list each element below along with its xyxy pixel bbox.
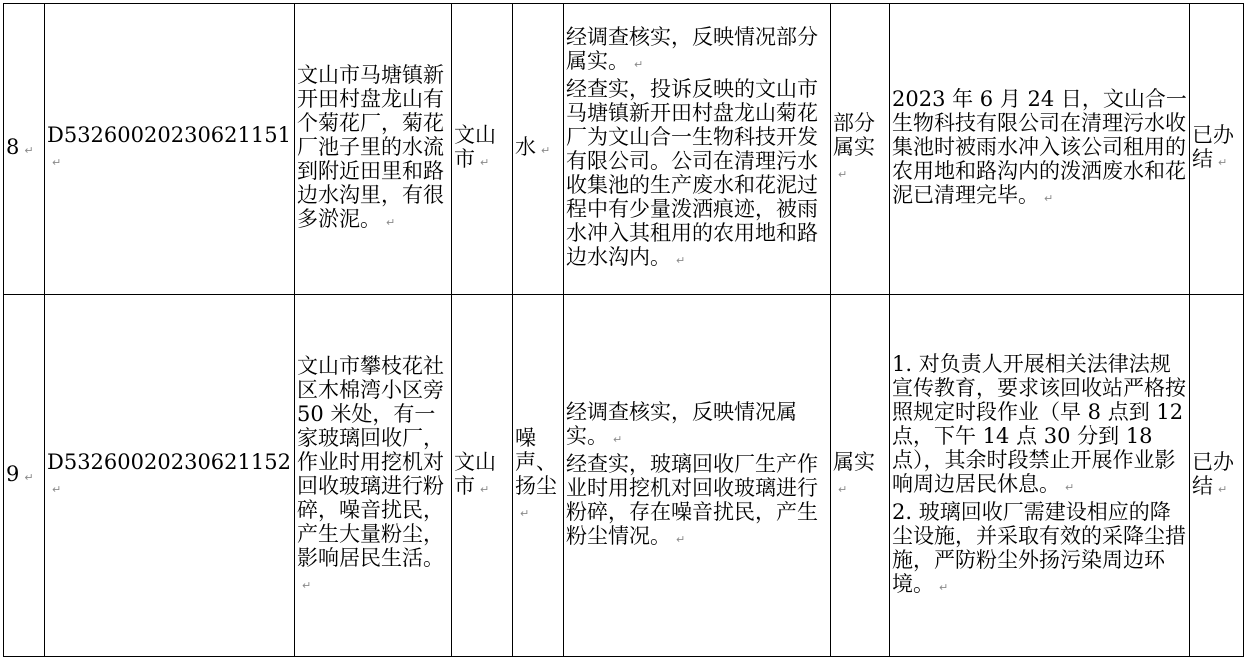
paragraph-mark-icon: ↵: [386, 216, 396, 229]
paragraph-mark-icon: ↵: [52, 156, 62, 169]
status-cell: [1190, 295, 1244, 657]
region-text: 文山市: [454, 123, 496, 171]
investigation-cell: [564, 4, 831, 295]
paragraph-mark-icon: ↵: [302, 578, 312, 592]
case-table: [3, 3, 1244, 657]
paragraph-mark-icon: ↵: [1218, 482, 1228, 496]
result-paragraph: [892, 87, 1187, 211]
paragraph-mark-icon: ↵: [1044, 192, 1054, 205]
investigation-paragraph: [566, 77, 828, 273]
investigation-summary: 经调查核实，反映情况部分属实。: [566, 25, 818, 73]
paragraph-mark-icon: ↵: [480, 482, 490, 496]
status-cell: [1190, 4, 1244, 295]
region-cell: [452, 4, 513, 295]
investigation-paragraph: [566, 452, 828, 552]
pollution-type-cell: [513, 295, 564, 657]
paragraph-mark-icon: ↵: [1218, 156, 1228, 169]
complaint-cell: [295, 4, 452, 295]
paragraph-mark-icon: ↵: [676, 532, 686, 546]
paragraph-mark-icon: ↵: [541, 144, 551, 157]
result-cell: [890, 4, 1190, 295]
paragraph-mark-icon: ↵: [634, 58, 644, 71]
region-cell: [452, 295, 513, 657]
paragraph-mark-icon: ↵: [520, 506, 530, 520]
result-paragraph: [892, 500, 1187, 600]
case-code: D53260020230621152: [47, 449, 291, 474]
result-text: 2023 年 6 月 24 日，文山合一生物科技有限公司在清理污水收集池时被雨水冲入该公司租用的农用地和路沟内的泼洒废水和花泥已清理完毕。: [892, 87, 1187, 207]
case-code: D53260020230621151: [47, 123, 291, 147]
verdict-text: 部分属实: [833, 111, 875, 159]
verdict-text: 属实: [833, 449, 875, 474]
verdict-cell: [831, 295, 890, 657]
row-index-cell: [4, 4, 45, 295]
pollution-type-cell: [513, 4, 564, 295]
paragraph-mark-icon: ↵: [24, 470, 34, 484]
table-row: [4, 295, 1244, 657]
paragraph-mark-icon: ↵: [676, 254, 686, 267]
paragraph-mark-icon: ↵: [24, 144, 34, 157]
row-index: 8: [6, 135, 20, 159]
table-row: [4, 4, 1244, 295]
status-text: 已办结: [1192, 123, 1234, 171]
paragraph-mark-icon: ↵: [939, 580, 949, 594]
investigation-detail: 经查实，投诉反映的文山市马塘镇新开田村盘龙山菊花厂为文山合一生物科技开发有限公司。公司在清理污水收集池的生产废水和花泥过程中有少量泼洒痕迹，被雨水冲入其租用的农用地和路边水沟内。: [566, 77, 818, 269]
complaint-text: 文山市攀枝花社区木棉湾小区旁 50 米处，有一家玻璃回收厂，作业时用挖机对回收玻璃进行粉碎，噪音扰民，产生大量粉尘，影响居民生活。: [297, 353, 444, 570]
investigation-detail: 经查实，玻璃回收厂生产作业时用挖机对回收玻璃进行粉碎，存在噪音扰民，产生粉尘情况。: [566, 451, 818, 548]
complaint-cell: [295, 295, 452, 657]
paragraph-mark-icon: ↵: [52, 482, 62, 496]
pollution-type-text: 水: [515, 135, 536, 159]
pollution-type-text: 噪声、扬尘: [515, 425, 557, 498]
paragraph-mark-icon: ↵: [1065, 480, 1075, 494]
row-index: 9: [6, 461, 20, 486]
result-text: 2. 玻璃回收厂需建设相应的降尘设施，并采取有效的采降尘措施，严防粉尘外扬污染周边环境。: [892, 499, 1186, 596]
investigation-cell: [564, 295, 831, 657]
row-index-cell: [4, 295, 45, 657]
investigation-paragraph: [566, 400, 828, 452]
result-cell: [890, 295, 1190, 657]
case-code-cell: [45, 4, 295, 295]
region-text: 文山市: [454, 449, 496, 498]
verdict-cell: [831, 4, 890, 295]
complaint-text: 文山市马塘镇新开田村盘龙山有个菊花厂，菊花厂池子里的水流到附近田里和路边水沟里，有很多淤泥。: [297, 63, 444, 231]
paragraph-mark-icon: ↵: [838, 482, 848, 496]
paragraph-mark-icon: ↵: [613, 432, 623, 446]
investigation-summary: 经调查核实，反映情况属实。: [566, 399, 797, 448]
result-paragraph: [892, 352, 1187, 500]
case-code-cell: [45, 295, 295, 657]
paragraph-mark-icon: ↵: [838, 168, 848, 181]
investigation-paragraph: [566, 25, 828, 77]
status-text: 已办结: [1192, 449, 1234, 498]
paragraph-mark-icon: ↵: [480, 156, 490, 169]
result-text: 1. 对负责人开展相关法律法规宣传教育，要求该回收站严格按照规定时段作业（早 8 点到 12 点，下午 14 点 30 分到 18 点），其余时段禁止开展作业影响周边居民休息。: [892, 351, 1186, 496]
